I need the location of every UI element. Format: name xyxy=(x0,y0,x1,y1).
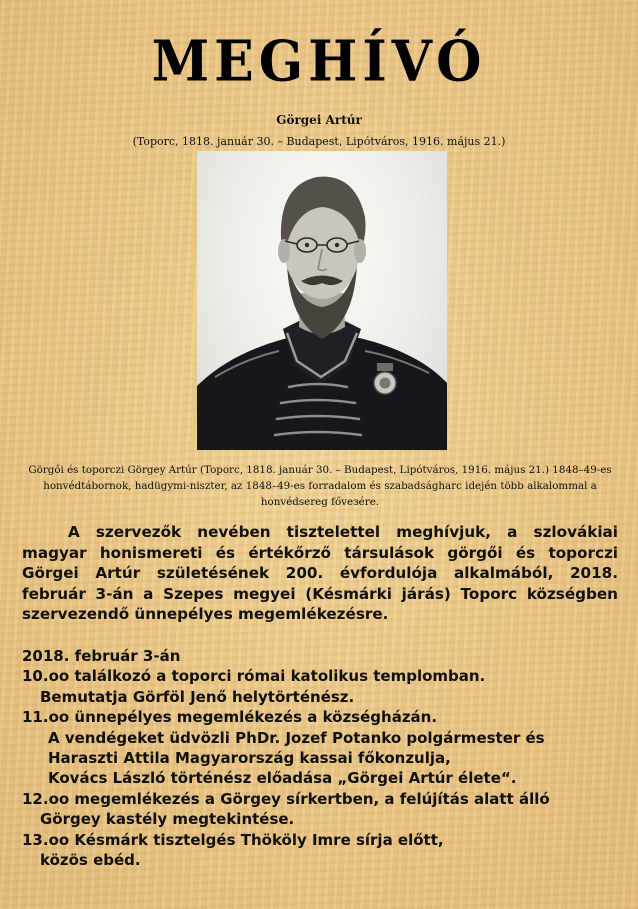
program-line: 11.oo ünnepélyes megemlékezés a községházán. xyxy=(22,708,438,727)
program-line: 13.oo Késmárk tisztelgés Thököly Imre sírja előtt, xyxy=(22,830,444,849)
program-date: 2018. február 3-án xyxy=(22,647,181,665)
invitation-text: A szervezők nevében tisztelettel meghívjuk, a szlovákiai magyar honismereti és értékőrző társulások görgői és toporczi Görgei Artúr születésének 200. évfordulója alkalmából, 2018. február 3-án a Szepes megyei (Késmárki járás) Toporc községben szervezendő ünnepélyes megemlékezésre. xyxy=(22,523,618,623)
program-line: Kovács László történész előadása „Görgei Artúr élete“. xyxy=(48,769,517,788)
invitation-title: MEGHÍVÓ xyxy=(151,28,487,95)
portrait-caption: Görgői és toporczi Görgey Artúr (Toporc, 1818. január 30. – Budapest, Lipótváros, 1916. május 21.) 1848–49-es honvédtábornok, hadügymi-niszter, az 1848–49-es forradalom és szabadságharc idején több alkalommal a honvédsereg főveзére. xyxy=(28,464,612,508)
program-line: Haraszti Attila Magyarország kassai főkonzulja, xyxy=(48,749,451,768)
subject-dates: (Toporc, 1818. január 30. – Budapest, Lipótváros, 1916. május 21.) xyxy=(132,135,506,148)
program-line: Görgey kastély megtekintése. xyxy=(40,810,295,829)
portrait-photo xyxy=(197,151,447,450)
program-line: 10.oo találkozó a toporci római katolikus templomban. xyxy=(22,667,486,686)
program-line: közös ebéd. xyxy=(40,851,141,870)
program-line: 12.oo megemlékezés a Görgey sírkertben, a felújítás alatt álló xyxy=(22,789,550,808)
program-line: A vendégeket üdvözli PhDr. Jozef Potanko polgármester és xyxy=(48,728,545,747)
program-line: Bemutatja Görföl Jenő helytörténész. xyxy=(40,687,355,706)
program-list xyxy=(22,646,618,870)
subject-name: Görgei Artúr xyxy=(276,113,362,127)
